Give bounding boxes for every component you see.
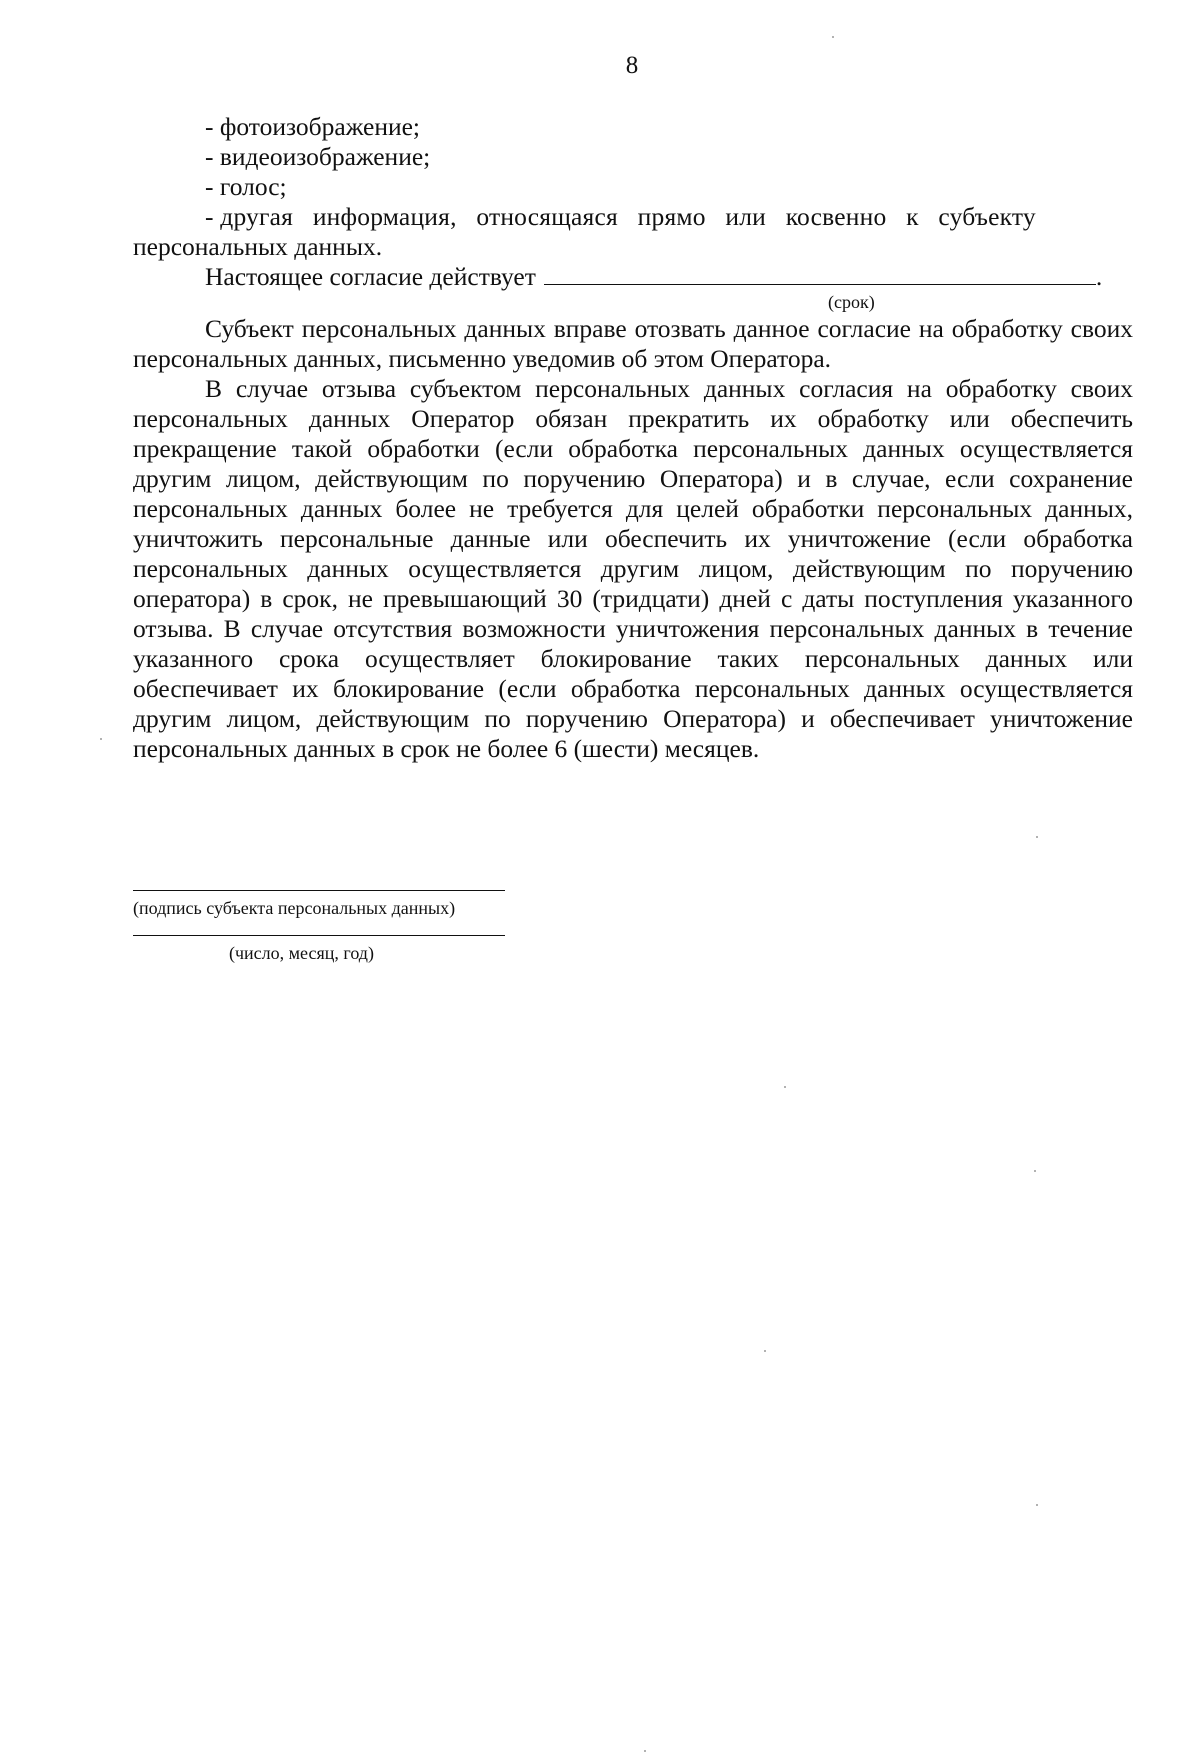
term-caption: (срок) — [828, 292, 875, 312]
scan-speck — [1036, 836, 1038, 838]
validity-line — [133, 262, 1133, 292]
list-item-other-info-line2: персональных данных. — [133, 232, 383, 261]
validity-suffix: . — [1095, 262, 1103, 291]
scan-speck — [784, 1086, 786, 1088]
list-item-other-info-line1: - другая информация, относящаяся прямо или косвенно к субъекту — [205, 202, 1036, 231]
list-item-other-info — [133, 202, 1133, 232]
signature-line[interactable] — [133, 890, 505, 891]
term-blank-field[interactable] — [544, 262, 1096, 285]
paragraph-revoke: Субъект персональных данных вправе отозвать данное согласие на обработку своих персональных данных, письменно уведомив об этом Оператора. — [133, 314, 1133, 373]
scan-speck — [832, 36, 834, 38]
list-item-video: - видеоизображение; — [205, 142, 431, 171]
scan-speck — [1036, 1504, 1038, 1506]
signature-caption: (подпись субъекта персональных данных) — [133, 898, 456, 918]
scan-speck — [644, 1750, 646, 1752]
scan-speck — [1034, 1170, 1036, 1172]
validity-prefix: Настоящее согласие действует — [205, 262, 536, 291]
list-item-photo: - фотоизображение; — [205, 112, 421, 141]
document-body — [133, 112, 1133, 764]
signature-block — [133, 890, 513, 964]
list-item-voice: - голос; — [205, 172, 287, 201]
date-caption: (число, месяц, год) — [229, 943, 374, 963]
date-line[interactable] — [133, 935, 505, 936]
scan-speck — [764, 1350, 766, 1352]
paragraph-withdrawal: В случае отзыва субъектом персональных данных согласия на обработку своих персональных данных Оператор обязан прекратить их обработку или обеспечить прекращение такой обработки (если обработка персональных данных осуществляется другим лицом, действующим по поручению Оператора) и в случае, если сохранение персональных данных более не требуется для целей обработки персональных данных, уничтожить персональные данные или обеспечить их уничтожение (если обработка персональных данных осуществляется другим лицом, действующим по поручению оператора) в срок, не превышающий 30 (тридцати) дней с даты поступления указанного отзыва. В случае отсутствия возможности уничтожения персональных данных в течение указанного срока осуществляет блокирование таких персональных данных или обеспечивает их блокирование (если обработка персональных данных осуществляется другим лицом, действующим по поручению Оператора) и обеспечивает уничтожение персональных данных в срок не более 6 (шести) месяцев. — [133, 374, 1133, 763]
page-number: 8 — [625, 52, 639, 79]
scan-speck — [100, 738, 102, 740]
